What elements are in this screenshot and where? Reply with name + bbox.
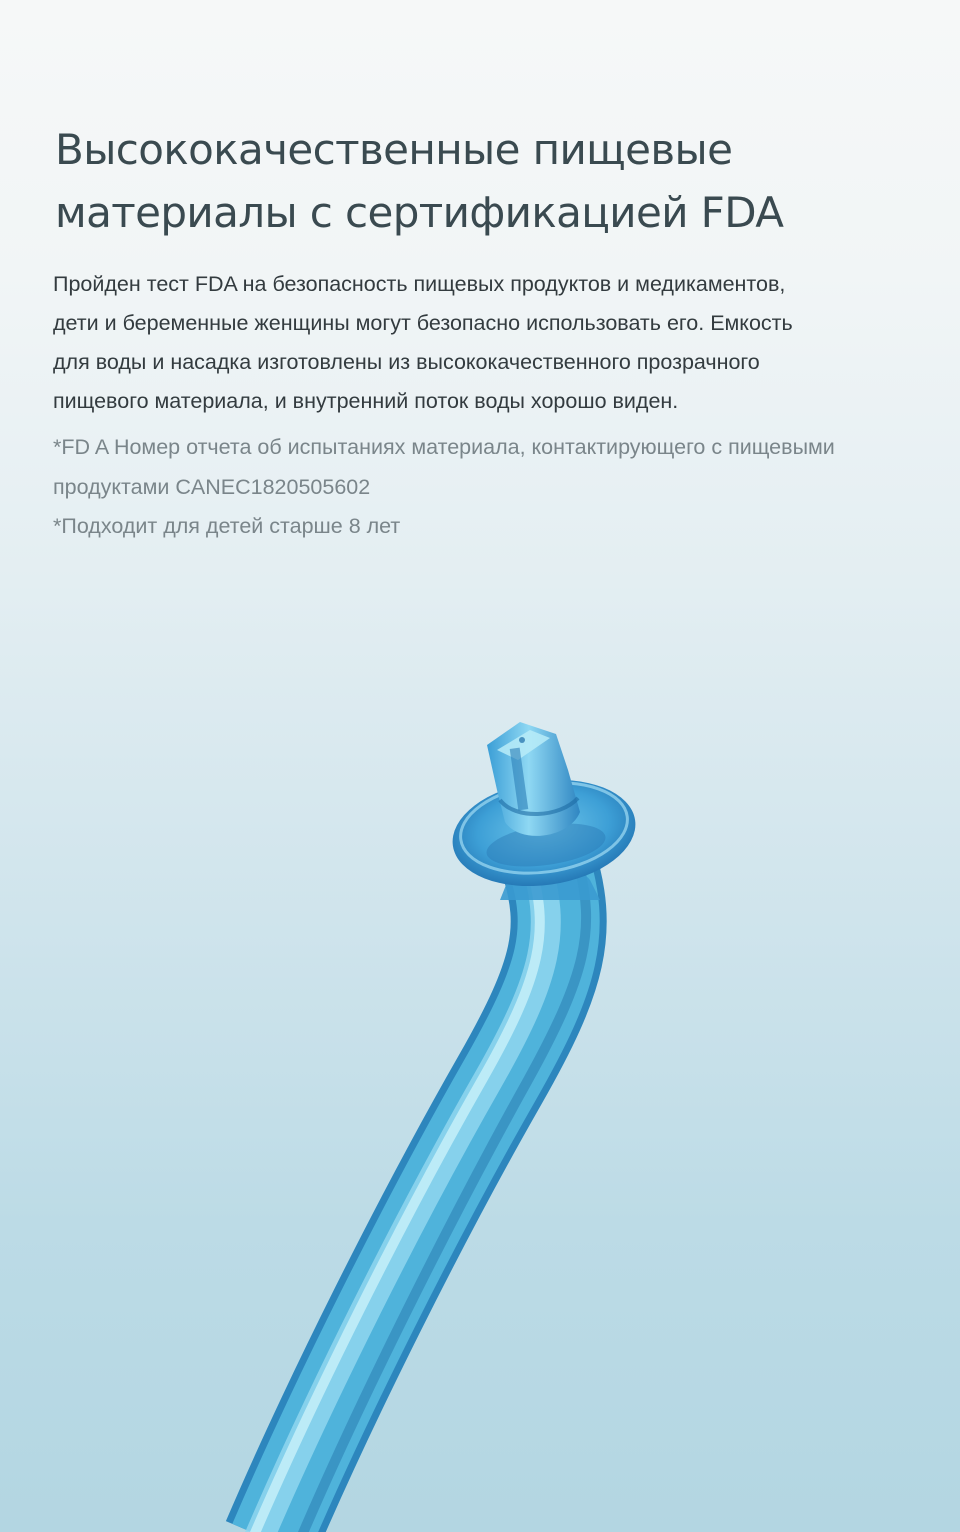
description-line-2: дети и беременные женщины могут безопасно использовать его. Емкость (53, 311, 793, 335)
footnote-report-line-1: *FD A Номер отчета об испытаниях материала, контактирующего с пищевыми (53, 435, 835, 459)
page-title (55, 118, 915, 244)
footnotes (53, 428, 933, 547)
description-line-1: Пройден тест FDA на безопасность пищевых продуктов и медикаментов, (53, 272, 786, 296)
footnote-report-line-2: продуктами CANEC1820505602 (53, 474, 371, 499)
title-line-1: Высококачественные пищевые (55, 125, 733, 174)
description-paragraph (53, 265, 913, 421)
title-line-2: материалы с сертификацией FDA (55, 188, 784, 237)
description-line-3: для воды и насадка изготовлены из высококачественного прозрачного (53, 350, 760, 374)
footnote-age: *Подходит для детей старше 8 лет (53, 514, 401, 538)
description-line-4: пищевого материала, и внутренний поток воды хорошо виден. (53, 389, 679, 413)
